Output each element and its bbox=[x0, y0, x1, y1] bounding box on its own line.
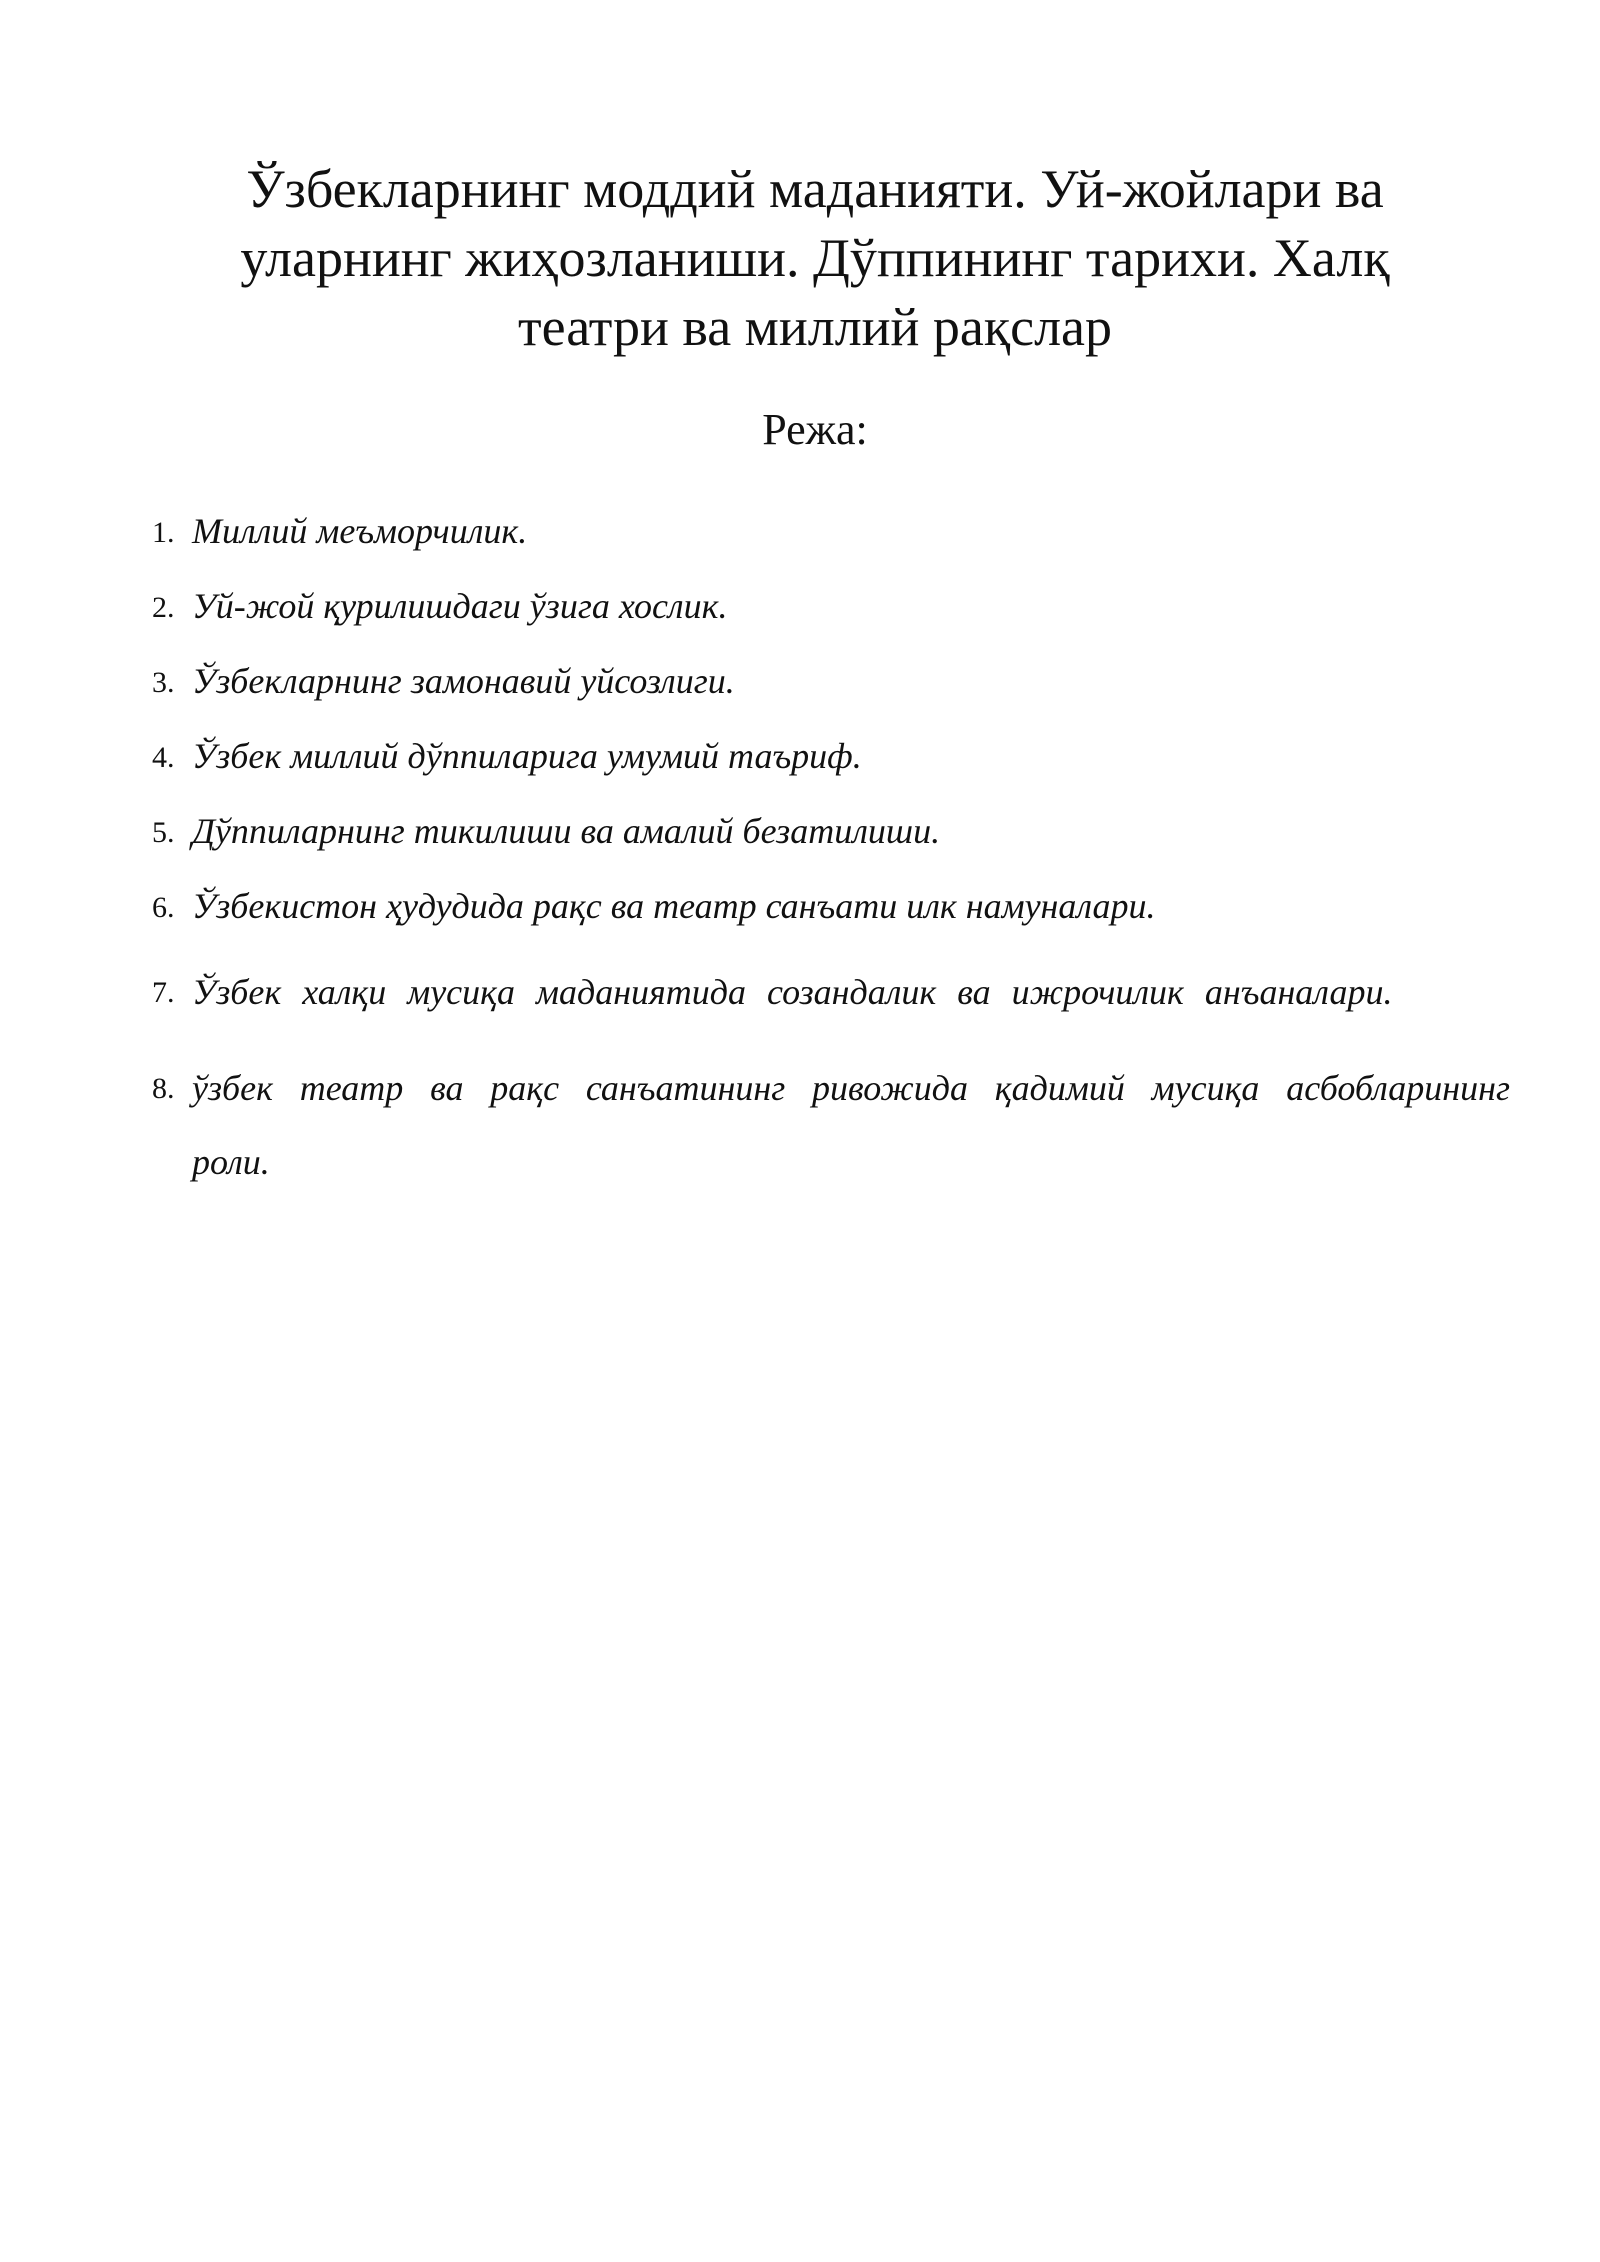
plan-item-number: 7. bbox=[152, 976, 175, 1009]
plan-item bbox=[152, 805, 1510, 858]
plan-list bbox=[152, 505, 1510, 1221]
plan-item-text: Ўзбекларнинг замонавий уйсозлиги. bbox=[192, 661, 735, 701]
plan-item-number: 6. bbox=[152, 891, 175, 924]
plan-item-text: Дўппиларнинг тикилиши ва амалий безатилиши. bbox=[192, 811, 941, 851]
plan-item-number: 4. bbox=[152, 741, 175, 774]
plan-item-number: 5. bbox=[152, 816, 175, 849]
plan-item bbox=[152, 880, 1510, 933]
plan-item bbox=[152, 730, 1510, 783]
plan-item-text: Ўзбек миллий дўппиларига умумий таъриф. bbox=[192, 736, 862, 776]
plan-item bbox=[152, 580, 1510, 633]
plan-item-text: Ўзбекистон ҳудудида рақс ва театр санъати илк намуналари. bbox=[192, 886, 1156, 926]
plan-heading: Режа: bbox=[762, 405, 868, 454]
plan-item bbox=[152, 955, 1510, 1029]
plan-item-text: Миллий меъморчилик. bbox=[192, 511, 528, 551]
plan-item-number: 8. bbox=[152, 1072, 175, 1105]
plan-item-text: ўзбек театр ва рақс санъатининг ривожида қадимий мусиқа асбобларининг роли. bbox=[192, 1068, 1510, 1182]
plan-item-text: Уй-жой қурилишдаги ўзига хослик. bbox=[192, 586, 728, 626]
plan-item-number: 3. bbox=[152, 666, 175, 699]
plan-item-number: 2. bbox=[152, 591, 175, 624]
plan-item-text: Ўзбек халқи мусиқа маданиятида созандалик ва ижрочилик анъаналари. bbox=[192, 972, 1393, 1012]
document-title: Ўзбекларнинг моддий маданияти. Уй-жойлари ва уларнинг жиҳозланиши. Дўппининг тарихи. Халқ театри ва миллий рақслар bbox=[240, 159, 1390, 357]
plan-item bbox=[152, 655, 1510, 708]
plan-item bbox=[152, 505, 1510, 558]
plan-item bbox=[152, 1051, 1510, 1199]
plan-item-number: 1. bbox=[152, 516, 175, 549]
